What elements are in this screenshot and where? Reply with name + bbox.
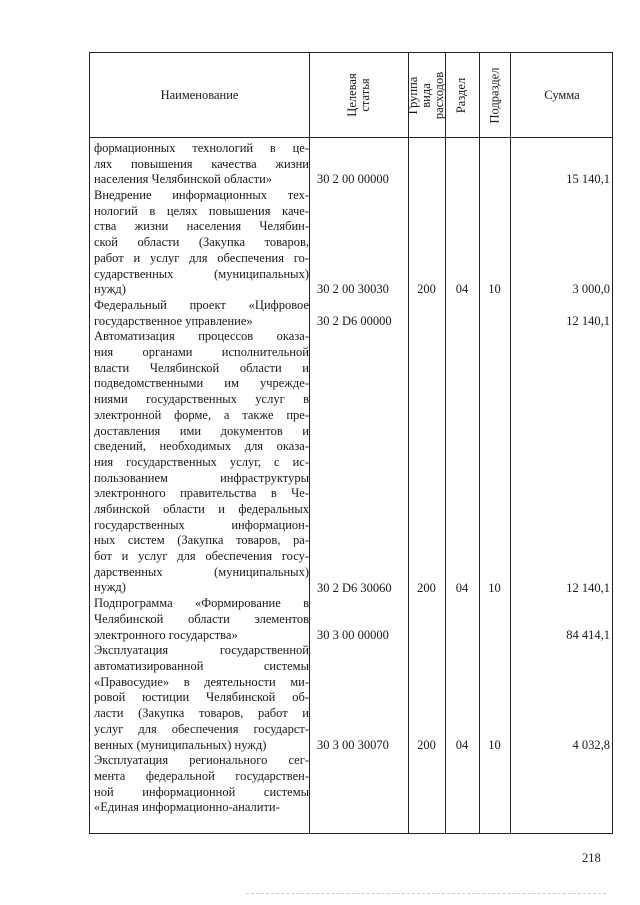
row-name-line: подведомственными им учрежде- [94,376,309,391]
row-section: 04 [455,737,469,752]
row-name-line: Внедрение информационных тех- [94,188,309,203]
row-sum: 4 032,8 [572,737,610,752]
row-name-line: мента федеральной государствен- [94,768,309,783]
row-name-line: ния органами исполнительной [94,345,309,360]
row-name-line: венных (муниципальных) нужд) [94,737,267,752]
row-name-line: лябинской области и федеральных [94,501,309,516]
row-group: 200 [417,282,436,297]
row-name-line: населения Челябинской области» [94,172,273,187]
column-divider [408,53,409,833]
row-name-line: Подпрограмма «Формирование в [94,596,309,611]
page-number: 218 [582,851,601,865]
row-name-line: ниями государственных услуг в [94,392,309,407]
row-sum: 12 140,1 [566,313,610,328]
row-name-line: сударственных (муниципальных) [94,266,309,281]
header-group: Группа вида расходов [406,71,447,119]
row-target-code: 30 2 D6 00000 [317,313,392,328]
row-name-line: Автоматизация процессов оказа- [94,329,309,344]
row-name-line: электронной форме, а также пре- [94,407,309,422]
row-target-code: 30 3 00 00000 [317,627,389,642]
row-name-line: ных систем (Закупка товаров, ра- [94,533,309,548]
scan-artifact [246,893,606,896]
row-name-line: государственных информацион- [94,517,309,532]
row-name-line: автоматизированной системы [94,659,309,674]
row-name-line: Эксплуатация государственной [94,643,309,658]
row-name-line: дарственных (муниципальных) [94,564,309,579]
header-sum: Сумма [544,87,580,102]
row-name-line: работ и услуг для обеспечения го- [94,250,309,265]
row-name-line: нужд) [94,580,126,595]
row-group: 200 [417,580,436,595]
row-target-code: 30 2 00 00000 [317,172,389,187]
row-name-line: ной информационной системы [94,784,309,799]
row-name-line: «Правосудие» в деятельности ми- [94,674,309,689]
row-name-line: формационных технологий в це- [94,141,309,155]
row-name-line: государственное управление» [94,313,253,328]
row-name-line: услуг для обеспечения государст- [94,721,309,736]
row-name [94,329,309,596]
row-name-line: нужд) [94,282,126,297]
column-divider [445,53,446,833]
row-name-line: сведений, необходимых для оказа- [94,439,309,454]
header-subsection: Подраздел [487,67,501,123]
column-divider [510,53,511,833]
column-divider [309,53,310,833]
row-name [94,141,309,188]
row-target-code: 30 2 00 30030 [317,282,389,297]
row-sum: 84 414,1 [566,627,610,642]
row-section: 04 [455,282,469,297]
header-section: Раздел [454,77,469,113]
row-name [94,643,309,753]
column-divider [479,53,480,833]
row-group: 200 [417,737,436,752]
row-name-line: пользованием инфраструктуры [94,470,309,485]
row-sum: 12 140,1 [566,580,610,595]
row-name-line: электронного государства» [94,627,238,642]
row-section: 04 [455,580,469,595]
row-name-line: ласти (Закупка товаров, работ и [94,706,309,721]
row-subsection: 10 [488,580,501,595]
row-name-line: бот и услуг для обеспечения госу- [94,549,309,564]
row-name-line: ской области (Закупка товаров, [94,235,309,250]
row-name [94,596,309,643]
row-name-line: лях повышения качества жизни [94,156,309,171]
row-name-line: доставления ими документов и [94,423,309,438]
row-name [94,753,309,816]
row-target-code: 30 2 D6 30060 [317,580,392,595]
row-subsection: 10 [488,282,501,297]
row-name-line: ства жизни населения Челябин- [94,219,309,234]
row-target-code: 30 3 00 30070 [317,737,389,752]
budget-table [89,52,613,834]
row-subsection: 10 [488,737,501,752]
row-name-line: Эксплуатация регионального сег- [94,753,309,768]
row-name-line: ровой юстиции Челябинской об- [94,690,309,705]
row-name-line: ния государственных услуг, с ис- [94,454,309,469]
header-name: Наименование [160,87,239,102]
row-name-line: власти Челябинской области и [94,360,309,375]
row-sum: 15 140,1 [566,172,610,187]
row-name-line: Челябинской области элементов [94,611,309,626]
header-target: Целевая статья [344,73,372,117]
row-name-line: нологий в целях повышения каче- [94,203,309,218]
row-sum: 3 000,0 [572,282,610,297]
row-name-line: «Единая информационно-аналити- [94,800,280,815]
row-name [94,298,309,329]
row-name-line: электронного правительства в Че- [94,486,309,501]
row-name-line: Федеральный проект «Цифровое [94,298,309,312]
row-name [94,188,309,298]
header-divider [90,137,612,138]
